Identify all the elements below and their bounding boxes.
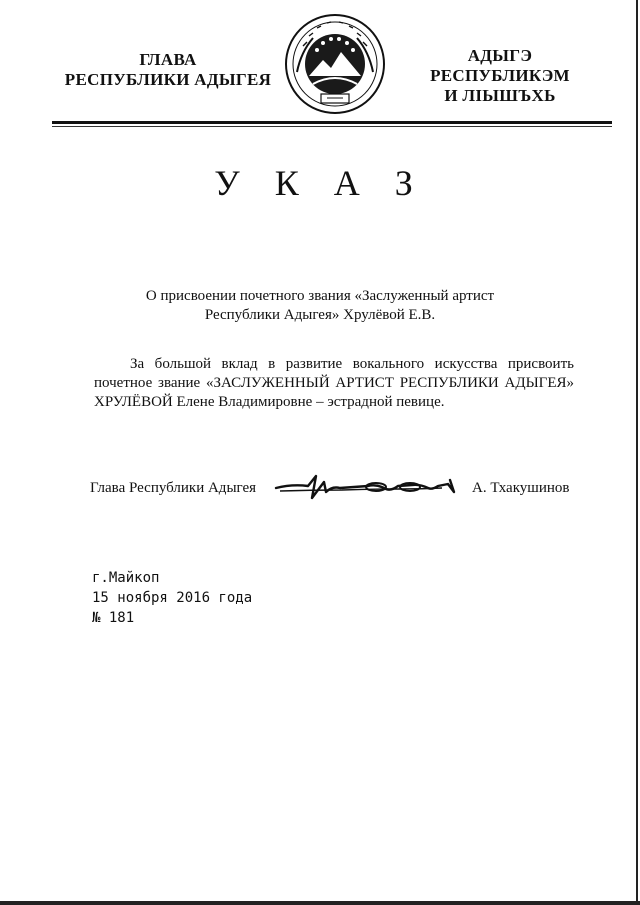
handwritten-signature-icon bbox=[272, 472, 468, 502]
header-right-line2: И ЛІЫШЪХЬ bbox=[444, 86, 556, 105]
header-left-line2: РЕСПУБЛИКИ АДЫГЕЯ bbox=[64, 70, 272, 89]
republic-coat-of-arms-icon bbox=[283, 12, 387, 116]
header-left-title bbox=[48, 50, 288, 90]
header-left-line1: ГЛАВА bbox=[139, 50, 197, 69]
issue-city: г.Майкоп bbox=[92, 570, 160, 586]
decree-title: У К А З bbox=[214, 163, 426, 203]
decree-body-paragraph: За большой вклад в развитие вокального искусства присвоить почетное звание «ЗАСЛУЖЕННЫЙ АРТИСТ РЕСПУБЛИКИ АДЫГЕЯ» ХРУЛЁВОЙ Елене Владимировне – эстрадной певице. bbox=[94, 356, 574, 410]
subject-line2: Республики Адыгея» Хрулёвой Е.В. bbox=[204, 307, 436, 323]
signature-block bbox=[90, 478, 580, 500]
header-divider-thick bbox=[52, 121, 612, 124]
issue-date: 15 ноября 2016 года bbox=[92, 590, 253, 606]
decree-body bbox=[94, 355, 574, 412]
decree-footer bbox=[92, 568, 252, 628]
subject-line1: О присвоении почетного звания «Заслуженный артист bbox=[145, 288, 495, 304]
scan-border-bottom bbox=[0, 901, 640, 905]
signatory-position: Глава Республики Адыгея bbox=[90, 480, 257, 496]
decree-number: № 181 bbox=[92, 610, 135, 626]
header-divider-thin bbox=[52, 126, 612, 127]
header-right-title bbox=[398, 46, 602, 106]
signatory-name: А. Тхакушинов bbox=[472, 480, 570, 496]
decree-subject bbox=[100, 287, 540, 325]
scan-border-right bbox=[636, 0, 638, 905]
header-right-line1: АДЫГЭ РЕСПУБЛИКЭМ bbox=[430, 46, 570, 85]
